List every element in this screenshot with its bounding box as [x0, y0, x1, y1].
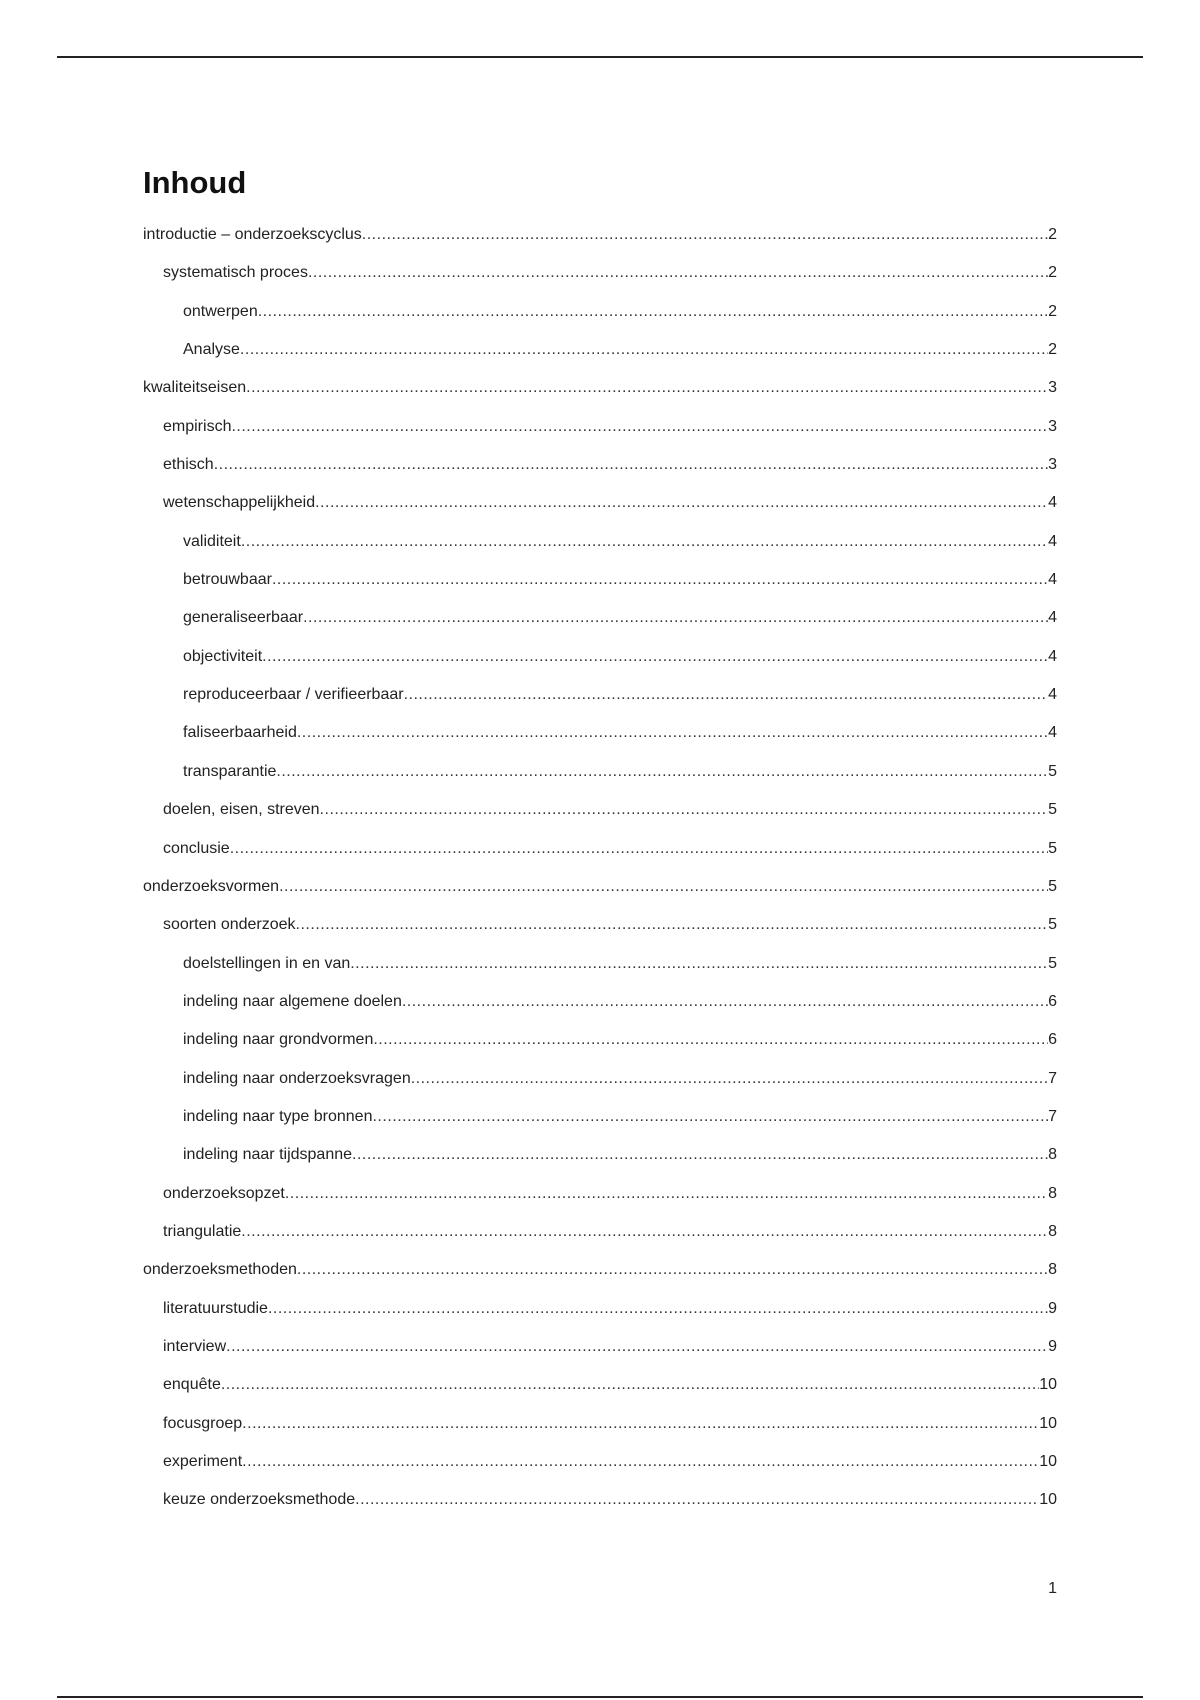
toc-entry-label: onderzoeksvormen [143, 877, 280, 895]
dot-leader [272, 561, 1048, 599]
toc-entry-label: conclusie [163, 839, 230, 857]
toc-entry[interactable] [143, 331, 1057, 369]
dot-leader [308, 254, 1048, 292]
toc-entry-page: 5 [1048, 877, 1057, 895]
toc-entry[interactable] [143, 638, 1057, 676]
toc-entry[interactable] [143, 1328, 1057, 1366]
toc-entry-label: Analyse [183, 341, 240, 359]
toc-entry-page: 2 [1048, 264, 1057, 282]
dot-leader [279, 868, 1048, 906]
page-number: 1 [1048, 1580, 1057, 1597]
toc-entry[interactable] [143, 408, 1057, 446]
toc-entry[interactable] [143, 868, 1057, 906]
toc-entry[interactable] [143, 1481, 1057, 1519]
toc-entry-page: 2 [1048, 226, 1057, 243]
toc-entry[interactable] [143, 1175, 1057, 1213]
toc-entry-page: 6 [1048, 1031, 1057, 1049]
toc-entry-page: 10 [1039, 1453, 1057, 1470]
toc-entry[interactable] [143, 1098, 1057, 1136]
toc-entry-page: 8 [1048, 1146, 1057, 1164]
toc-entry-page: 5 [1048, 839, 1057, 857]
toc-entry-label: introductie – onderzoekscyclus [143, 226, 362, 243]
dot-leader [352, 1136, 1048, 1174]
dot-leader [404, 676, 1049, 714]
header-rule [57, 56, 1143, 58]
footer-rule [57, 1696, 1143, 1698]
dot-leader [246, 369, 1048, 407]
toc-entry-page: 5 [1048, 762, 1057, 780]
toc-entry[interactable] [143, 1443, 1057, 1481]
toc-entry-label: focusgroep [163, 1414, 243, 1432]
toc-entry-label: doelen, eisen, streven [163, 801, 320, 819]
toc-entry-page: 5 [1048, 801, 1057, 819]
toc-entry-label: soorten onderzoek [163, 916, 296, 934]
toc-entry-label: literatuurstudie [163, 1299, 268, 1317]
toc-entry-page: 5 [1048, 916, 1057, 934]
toc-entry-page: 3 [1048, 379, 1057, 397]
toc-entry[interactable] [143, 293, 1057, 331]
dot-leader [242, 1443, 1039, 1481]
toc-entry-label: triangulatie [163, 1222, 242, 1240]
dot-leader [231, 408, 1048, 446]
toc-entry-page: 4 [1048, 724, 1057, 742]
toc-entry-page: 4 [1048, 686, 1057, 704]
toc-entry[interactable] [143, 446, 1057, 484]
toc-entry-page: 4 [1048, 609, 1057, 627]
toc-entry[interactable] [143, 254, 1057, 292]
toc-entry-page: 10 [1039, 1414, 1057, 1432]
dot-leader [303, 599, 1048, 637]
toc-entry[interactable] [143, 791, 1057, 829]
toc-entry-label: ontwerpen [183, 302, 258, 320]
toc-entry-page: 7 [1048, 1107, 1057, 1125]
dot-leader [241, 523, 1048, 561]
dot-leader [221, 1366, 1039, 1404]
dot-leader [355, 1481, 1039, 1519]
toc-entry-page: 10 [1039, 1491, 1057, 1509]
dot-leader [241, 1213, 1048, 1251]
toc-entry[interactable] [143, 599, 1057, 637]
toc-entry-page: 3 [1048, 417, 1057, 435]
toc-entry-label: indeling naar grondvormen [183, 1031, 374, 1049]
table-of-contents [143, 216, 1057, 1520]
toc-entry[interactable] [143, 906, 1057, 944]
dot-leader [262, 638, 1048, 676]
toc-entry-label: indeling naar type bronnen [183, 1107, 373, 1125]
toc-entry-page: 9 [1048, 1337, 1057, 1355]
dot-leader [226, 1328, 1048, 1366]
toc-entry-page: 8 [1048, 1184, 1057, 1202]
toc-entry[interactable] [143, 830, 1057, 868]
dot-leader [297, 1251, 1048, 1289]
toc-entry-label: empirisch [163, 417, 232, 435]
toc-entry-label: experiment [163, 1453, 243, 1470]
toc-entry-page: 6 [1048, 992, 1057, 1010]
toc-entry[interactable] [143, 1290, 1057, 1328]
toc-entry[interactable] [143, 1060, 1057, 1098]
toc-entry-page: 2 [1048, 302, 1057, 320]
toc-entry-page: 5 [1048, 954, 1057, 972]
dot-leader [297, 714, 1048, 752]
toc-entry-page: 8 [1048, 1261, 1057, 1279]
toc-entry-page: 4 [1048, 571, 1057, 589]
toc-entry[interactable] [143, 561, 1057, 599]
toc-entry-page: 7 [1048, 1069, 1057, 1087]
toc-entry-label: kwaliteitseisen [143, 379, 247, 397]
toc-entry-page: 4 [1048, 494, 1057, 512]
toc-entry-label: enquête [163, 1376, 221, 1394]
dot-leader [242, 1405, 1039, 1443]
toc-entry-label: keuze onderzoeksmethode [163, 1491, 356, 1509]
dot-leader [240, 331, 1048, 369]
toc-entry-label: indeling naar onderzoeksvragen [183, 1069, 411, 1087]
toc-entry-label: objectiviteit [183, 647, 263, 665]
toc-entry[interactable] [143, 1021, 1057, 1059]
toc-entry-label: indeling naar tijdspanne [183, 1146, 353, 1164]
dot-leader [362, 216, 1048, 254]
toc-entry-label: onderzoeksopzet [163, 1184, 285, 1202]
dot-leader [320, 791, 1049, 829]
toc-entry-page: 8 [1048, 1222, 1057, 1240]
toc-title: Inhoud [143, 165, 247, 200]
dot-leader [402, 983, 1048, 1021]
dot-leader [214, 446, 1048, 484]
toc-entry[interactable] [143, 1136, 1057, 1174]
dot-leader [373, 1021, 1048, 1059]
toc-entry[interactable] [143, 1366, 1057, 1404]
toc-entry[interactable] [143, 983, 1057, 1021]
toc-entry-label: wetenschappelijkheid [163, 494, 316, 512]
toc-entry-page: 9 [1048, 1299, 1057, 1317]
dot-leader [372, 1098, 1048, 1136]
dot-leader [411, 1060, 1048, 1098]
toc-entry-label: reproduceerbaar / verifieerbaar [183, 686, 404, 704]
toc-entry[interactable] [143, 1405, 1057, 1443]
dot-leader [350, 945, 1048, 983]
toc-entry[interactable] [143, 1213, 1057, 1251]
toc-entry[interactable] [143, 484, 1057, 522]
toc-entry[interactable] [143, 216, 1057, 254]
dot-leader [230, 830, 1048, 868]
toc-entry-label: indeling naar algemene doelen [183, 992, 402, 1010]
toc-entry[interactable] [143, 676, 1057, 714]
dot-leader [315, 484, 1048, 522]
toc-entry[interactable] [143, 1251, 1057, 1289]
toc-entry-label: faliseerbaarheid [183, 724, 297, 742]
toc-entry-label: onderzoeksmethoden [143, 1261, 297, 1279]
toc-entry[interactable] [143, 523, 1057, 561]
dot-leader [268, 1290, 1048, 1328]
dot-leader [276, 753, 1048, 791]
toc-entry-page: 2 [1048, 341, 1057, 359]
toc-entry-label: betrouwbaar [183, 571, 272, 589]
toc-entry[interactable] [143, 945, 1057, 983]
toc-entry[interactable] [143, 369, 1057, 407]
dot-leader [258, 293, 1048, 331]
toc-entry-label: ethisch [163, 456, 214, 474]
toc-entry-label: transparantie [183, 762, 277, 780]
toc-entry-page: 10 [1039, 1376, 1057, 1394]
toc-entry-label: interview [163, 1337, 227, 1355]
toc-entry-page: 4 [1048, 532, 1057, 550]
dot-leader [296, 906, 1049, 944]
toc-entry-label: validiteit [183, 532, 241, 550]
toc-entry-page: 3 [1048, 456, 1057, 474]
toc-entry[interactable] [143, 753, 1057, 791]
toc-entry-label: doelstellingen in en van [183, 954, 351, 972]
toc-entry[interactable] [143, 714, 1057, 752]
toc-entry-label: generaliseerbaar [183, 609, 304, 627]
toc-entry-label: systematisch proces [163, 264, 308, 282]
dot-leader [285, 1175, 1048, 1213]
toc-entry-page: 4 [1048, 647, 1057, 665]
